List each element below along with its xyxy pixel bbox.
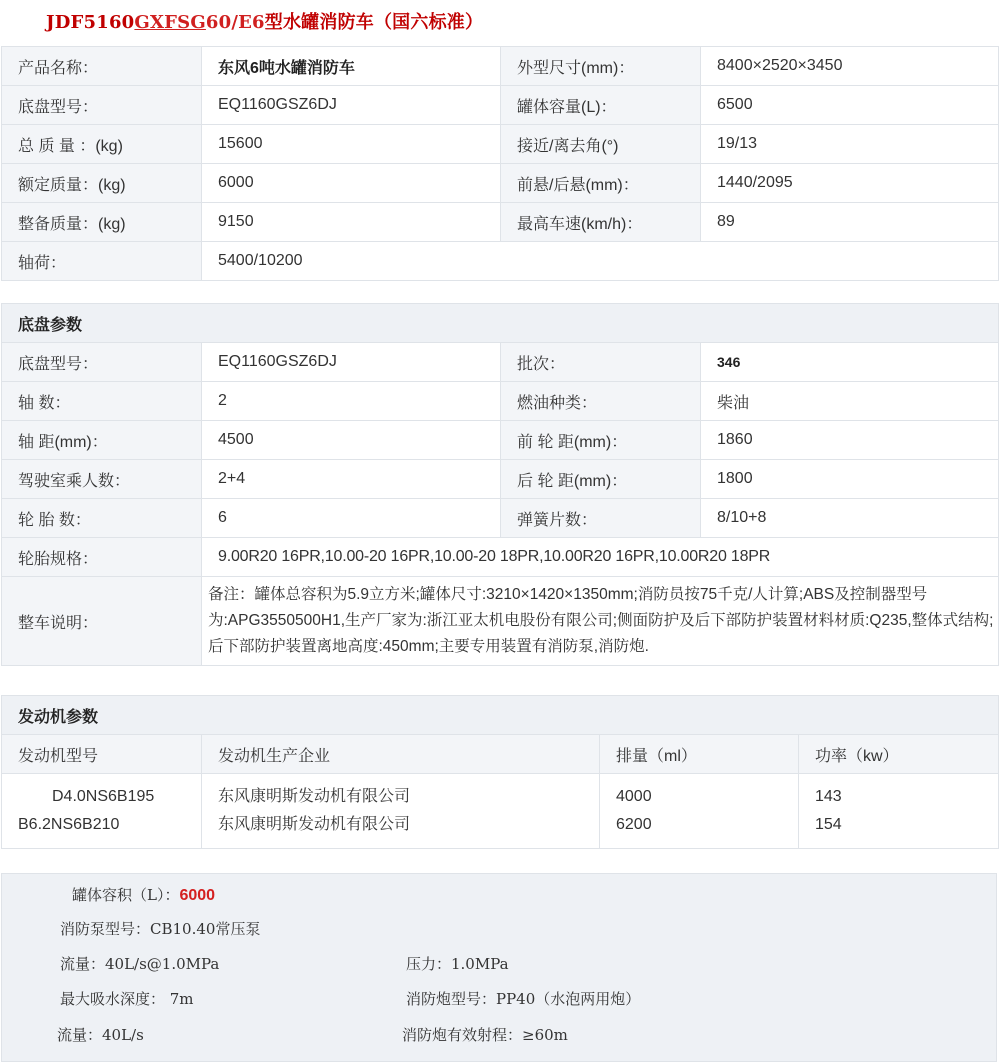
section-heading: 发动机参数 bbox=[2, 696, 999, 735]
label: 产品名称： bbox=[2, 47, 202, 86]
engine-powers bbox=[799, 774, 999, 849]
title-model-link[interactable]: GXFSG bbox=[134, 12, 206, 33]
value: 9150 bbox=[202, 203, 501, 242]
label: 罐体容量(L)： bbox=[501, 86, 701, 125]
label: 前悬/后悬(mm)： bbox=[501, 164, 701, 203]
engine-data-row bbox=[2, 774, 999, 849]
value: 19/13 bbox=[701, 125, 999, 164]
value: 89 bbox=[701, 203, 999, 242]
value: 柴油 bbox=[701, 382, 999, 421]
label: 总 质 量 ：(kg) bbox=[2, 125, 202, 164]
displacement: 4000 bbox=[616, 788, 652, 805]
engine-model: D4.0NS6B195 bbox=[52, 788, 155, 805]
value: 4500 bbox=[202, 421, 501, 460]
displacement: 6200 bbox=[616, 816, 652, 833]
title-bar bbox=[0, 0, 1000, 46]
label: 轴 距(mm)： bbox=[2, 421, 202, 460]
title-suffix: 型水罐消防车（国六标准） bbox=[264, 12, 484, 33]
cannon-model: 消防炮型号：PP40（水泡两用炮） bbox=[406, 990, 641, 1008]
label: 驾驶室乘人数： bbox=[2, 460, 202, 499]
value: 6 bbox=[202, 499, 501, 538]
engine-makers bbox=[202, 774, 600, 849]
tank-volume-value: 6000 bbox=[179, 887, 216, 904]
column-header: 功率（kw） bbox=[799, 735, 999, 774]
label: 整车说明： bbox=[2, 577, 202, 666]
value: 15600 bbox=[202, 125, 501, 164]
product-name: 东风6吨水罐消防车 bbox=[202, 47, 501, 86]
engine-model: B6.2NS6B210 bbox=[18, 816, 120, 833]
pressure: 压力：1.0MPa bbox=[406, 955, 509, 973]
value: 1860 bbox=[701, 421, 999, 460]
overview-table bbox=[1, 46, 999, 281]
value: 6500 bbox=[701, 86, 999, 125]
label: 前 轮 距(mm)： bbox=[501, 421, 701, 460]
label: 最高车速(km/h)： bbox=[501, 203, 701, 242]
overview-row bbox=[2, 125, 999, 164]
cannon-flow: 流量：40L/s bbox=[57, 1026, 144, 1044]
engine-maker: 东风康明斯发动机有限公司 bbox=[218, 788, 411, 805]
label: 底盘型号： bbox=[2, 86, 202, 125]
engine-maker: 东风康明斯发动机有限公司 bbox=[218, 816, 411, 833]
title-prefix: JDF5160 bbox=[46, 12, 135, 33]
engine-header-row bbox=[2, 735, 999, 774]
chassis-row bbox=[2, 460, 999, 499]
section-heading: 底盘参数 bbox=[2, 304, 999, 343]
engine-models bbox=[2, 774, 202, 849]
column-header: 发动机型号 bbox=[2, 735, 202, 774]
tank-volume-line bbox=[72, 884, 215, 905]
value: 8/10+8 bbox=[701, 499, 999, 538]
vehicle-note: 备注：罐体总容积为5.9立方米;罐体尺寸:3210×1420×1350mm;消防员按75千克/人计算;ABS及控制器型号为:APG3550500H1,生产厂家为:浙江亚太机电股份有限公司;侧面防护及后下部防护装置材料材质:Q235,整体式结构;后下部防护装置离地高度:450mm;主要专用装置有消防泵,消防炮. bbox=[202, 577, 999, 666]
overview-row bbox=[2, 242, 999, 281]
label: 底盘型号： bbox=[2, 343, 202, 382]
overview-row bbox=[2, 164, 999, 203]
label: 燃油种类： bbox=[501, 382, 701, 421]
engine-table bbox=[1, 695, 999, 849]
overview-row bbox=[2, 86, 999, 125]
chassis-row bbox=[2, 382, 999, 421]
overview-row bbox=[2, 203, 999, 242]
pump-model: 消防泵型号：CB10.40常压泵 bbox=[60, 920, 261, 938]
value: 2+4 bbox=[202, 460, 501, 499]
chassis-row bbox=[2, 421, 999, 460]
label: 整备质量：(kg) bbox=[2, 203, 202, 242]
label: 批次： bbox=[501, 343, 701, 382]
column-header: 发动机生产企业 bbox=[202, 735, 600, 774]
power: 154 bbox=[815, 816, 842, 833]
label: 额定质量：(kg) bbox=[2, 164, 202, 203]
column-header: 排量（ml） bbox=[600, 735, 799, 774]
value: 1440/2095 bbox=[701, 164, 999, 203]
label: 弹簧片数： bbox=[501, 499, 701, 538]
label: 外型尺寸(mm)： bbox=[501, 47, 701, 86]
chassis-row bbox=[2, 577, 999, 666]
label: 轴荷： bbox=[2, 242, 202, 281]
value: 1800 bbox=[701, 460, 999, 499]
overview-row bbox=[2, 47, 999, 86]
label: 后 轮 距(mm)： bbox=[501, 460, 701, 499]
cannon-range: 消防炮有效射程：≥60m bbox=[402, 1026, 568, 1044]
value: EQ1160GSZ6DJ bbox=[202, 343, 501, 382]
engine-displacements bbox=[600, 774, 799, 849]
suction-depth: 最大吸水深度： 7m bbox=[60, 990, 194, 1008]
label: 轮 胎 数： bbox=[2, 499, 202, 538]
flow-rate: 流量：40L/s@1.0MPa bbox=[60, 955, 220, 973]
power: 143 bbox=[815, 788, 842, 805]
page-title bbox=[46, 8, 483, 34]
value: 8400×2520×3450 bbox=[701, 47, 999, 86]
label: 接近/离去角(°) bbox=[501, 125, 701, 164]
chassis-table bbox=[1, 303, 999, 666]
tank-volume-label: 罐体容积（L）： bbox=[72, 886, 180, 904]
tire-spec-value: 9.00R20 16PR,10.00-20 16PR,10.00-20 18PR,10.00R20 16PR,10.00R20 18PR bbox=[202, 538, 999, 577]
chassis-row bbox=[2, 499, 999, 538]
value: EQ1160GSZ6DJ bbox=[202, 86, 501, 125]
chassis-row bbox=[2, 538, 999, 577]
value: 5400/10200 bbox=[202, 242, 999, 281]
label: 轮胎规格： bbox=[2, 538, 202, 577]
value: 6000 bbox=[202, 164, 501, 203]
chassis-row bbox=[2, 343, 999, 382]
value: 2 bbox=[202, 382, 501, 421]
title-model-rest: 60/E6 bbox=[205, 12, 265, 33]
label: 轴 数： bbox=[2, 382, 202, 421]
batch-value: 346 bbox=[701, 343, 999, 382]
pump-spec-box bbox=[1, 873, 997, 1062]
